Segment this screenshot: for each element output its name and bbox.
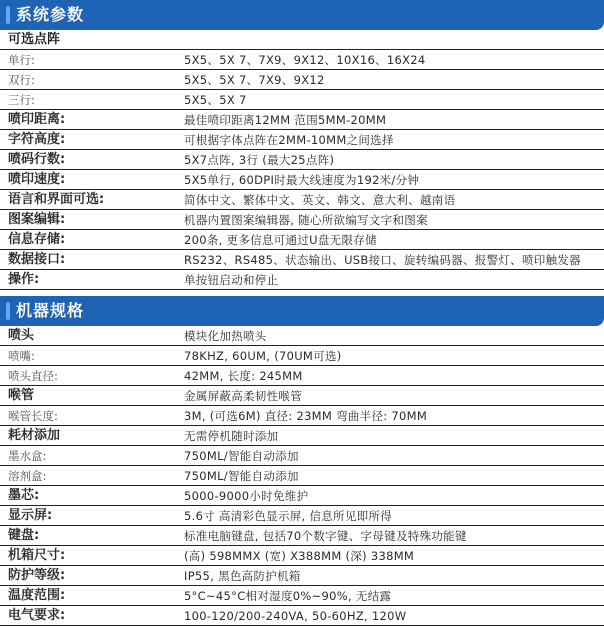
spec-value: 模块化加热喷头 xyxy=(184,328,267,343)
spec-label: 信息存储: xyxy=(8,231,66,247)
spec-label: 喷嘴: xyxy=(8,348,35,363)
machine-specs-table xyxy=(0,326,604,626)
spec-label: 溶剂盒: xyxy=(8,468,47,483)
spec-label: 喷码行数: xyxy=(8,151,66,167)
spec-value: 5X7点阵, 3行 (最大25点阵) xyxy=(184,152,335,167)
spec-row xyxy=(0,466,604,486)
spec-row xyxy=(0,230,604,250)
spec-label: 操作: xyxy=(8,271,40,287)
spec-value: 单按钮启动和停止 xyxy=(184,272,279,287)
spec-label: 耗材添加 xyxy=(8,427,61,443)
spec-value: 简体中文、繁体中文、英文、韩文、意大利、越南语 xyxy=(184,192,456,207)
spec-row xyxy=(0,586,604,606)
spec-value: 无需停机随时添加 xyxy=(184,428,279,443)
spec-value: 750ML/智能自动添加 xyxy=(184,448,299,463)
spec-row xyxy=(0,130,604,150)
spec-row xyxy=(0,110,604,130)
spec-value: 可根据字体点阵在2MM-10MM之间选择 xyxy=(184,132,394,147)
spec-value: 5000-9000小时免维护 xyxy=(184,488,309,503)
spec-row xyxy=(0,606,604,626)
spec-label: 喷印距离: xyxy=(8,111,66,127)
spec-value: 5°C~45°C相对湿度0%~90%, 无结露 xyxy=(184,588,392,603)
spec-row xyxy=(0,446,604,466)
spec-value: 5X5、5X 7 xyxy=(184,92,247,107)
spec-label: 喷头直径: xyxy=(8,368,58,383)
spec-label: 机箱尺寸: xyxy=(8,547,66,563)
section-header-machine-specs: 机器规格 xyxy=(0,296,604,326)
spec-row xyxy=(0,190,604,210)
spec-row xyxy=(0,366,604,386)
spec-value: 200条, 更多信息可通过U盘无限存储 xyxy=(184,232,377,247)
spec-value: RS232、RS485、状态输出、USB接口、旋转编码器、报警灯、喷印触发器 xyxy=(184,252,581,267)
spec-value: 金属屏蔽高柔韧性喉管 xyxy=(184,388,302,403)
spec-label: 显示屏: xyxy=(8,507,53,523)
spec-row xyxy=(0,326,604,346)
spec-label: 墨水盒: xyxy=(8,448,47,463)
spec-label: 喉管长度: xyxy=(8,408,58,423)
spec-label: 温度范围: xyxy=(8,587,66,603)
spec-label: 喷头 xyxy=(8,327,35,343)
spec-row xyxy=(0,90,604,110)
spec-label: 防护等级: xyxy=(8,567,66,583)
spec-row xyxy=(0,486,604,506)
spec-value: 3M, (可选6M) 直径: 23MM 弯曲半径: 70MM xyxy=(184,408,428,423)
spec-value: (高) 598MMX (宽) X388MM (深) 338MM xyxy=(184,548,415,563)
spec-value: 100-120/200-240VA, 50-60HZ, 120W xyxy=(184,608,407,623)
spec-label: 三行: xyxy=(8,92,35,107)
spec-value: 最佳喷印距离12MM 范围5MM-20MM xyxy=(184,112,387,127)
spec-label: 可选点阵 xyxy=(8,31,61,47)
spec-row xyxy=(0,250,604,270)
spec-value: 5X5单行, 60DPI时最大线速度为192米/分钟 xyxy=(184,172,420,187)
spec-value: 标准电脑键盘, 包括70个数字键、字母键及特殊功能键 xyxy=(184,528,467,543)
spec-label: 双行: xyxy=(8,72,35,87)
spec-row xyxy=(0,210,604,230)
spec-label: 键盘: xyxy=(8,527,40,543)
spec-value: 机器内置图案编辑器, 随心所欲编写文字和图案 xyxy=(184,212,428,227)
spec-row xyxy=(0,566,604,586)
spec-row xyxy=(0,30,604,50)
spec-row xyxy=(0,70,604,90)
spec-value: 5X5、5X 7、7X9、9X12、10X16、16X24 xyxy=(184,52,426,67)
spec-row xyxy=(0,346,604,366)
section-header-system-params: 系统参数 xyxy=(0,0,604,30)
spec-label: 语言和界面可选: xyxy=(8,191,105,207)
spec-row xyxy=(0,150,604,170)
spec-label: 图案编辑: xyxy=(8,211,66,227)
spec-label: 单行: xyxy=(8,52,35,67)
spec-label: 数据接口: xyxy=(8,251,66,267)
spec-value: 78KHZ, 60UM, (70UM可选) xyxy=(184,348,342,363)
spec-label: 电气要求: xyxy=(8,607,66,623)
spec-row xyxy=(0,270,604,290)
spec-label: 喷印速度: xyxy=(8,171,66,187)
spec-value: 5X5、5X 7、7X9、9X12 xyxy=(184,72,325,87)
spec-value: IP55, 黑色高防护机箱 xyxy=(184,568,301,583)
spec-row xyxy=(0,426,604,446)
spec-label: 字符高度: xyxy=(8,131,66,147)
spec-value: 42MM, 长度: 245MM xyxy=(184,368,303,383)
spec-row xyxy=(0,170,604,190)
system-params-table xyxy=(0,30,604,290)
spec-row xyxy=(0,386,604,406)
spec-row xyxy=(0,50,604,70)
spec-label: 喉管 xyxy=(8,387,35,403)
spec-row xyxy=(0,526,604,546)
spec-row xyxy=(0,506,604,526)
spec-row xyxy=(0,406,604,426)
spec-value: 5.6寸 高清彩色显示屏, 信息所见即所得 xyxy=(184,508,393,523)
spec-label: 墨芯: xyxy=(8,487,40,503)
spec-row xyxy=(0,546,604,566)
spec-value: 750ML/智能自动添加 xyxy=(184,468,299,483)
